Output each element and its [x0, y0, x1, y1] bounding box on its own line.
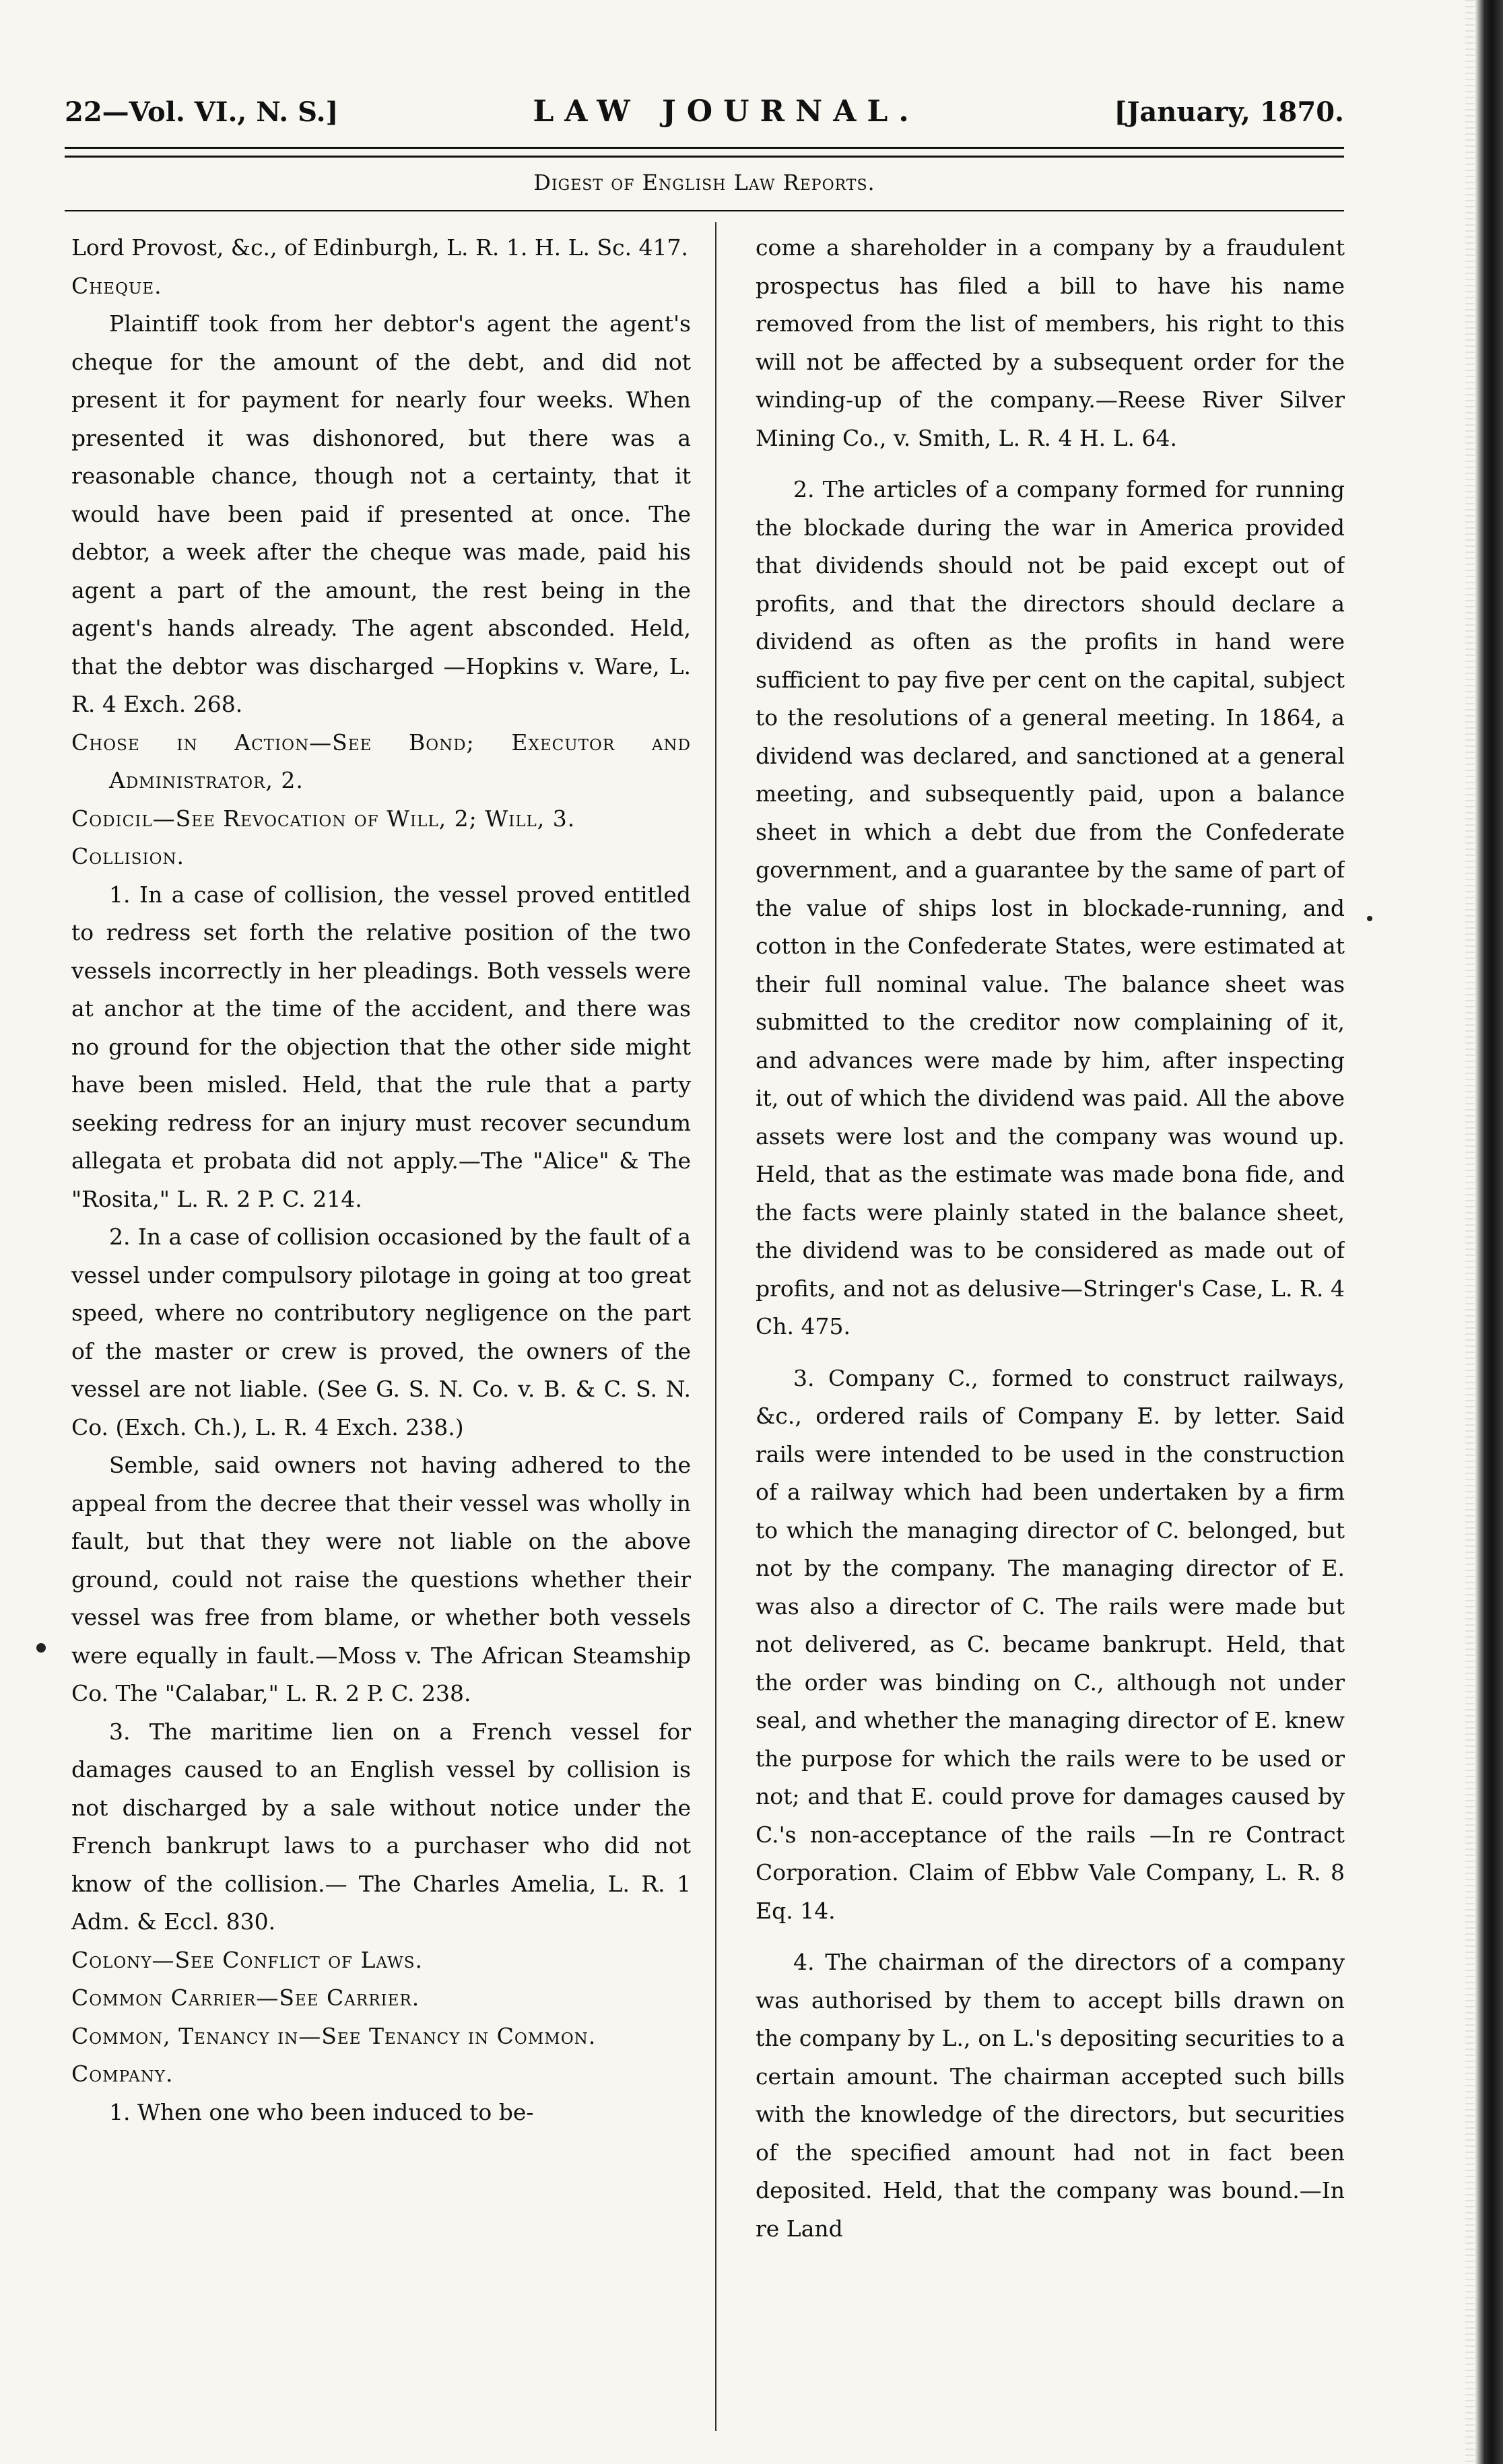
header-double-rule	[65, 147, 1344, 158]
paragraph: come a shareholder in a company by a fraudulent prospectus has filed a bill to have his name removed from the list of members, his right to this will not be affected by a subsequent order for the winding-up of the company.—Reese River Silver Mining Co., v. Smith, L. R. 4 H. L. 64.	[756, 234, 1345, 451]
digest-heading: Collision.	[71, 843, 185, 869]
paragraph: 4. The chairman of the directors of a company was authorised by them to accept bills drawn on the company by L., on L.'s depositing securities to a certain amount. The chairman accepted such bills with the knowledge of the directors, but securities of the specified amount had not in fact been deposited. Held, that the company was bound.—In re Land	[756, 1949, 1345, 2242]
journal-title: LAW JOURNAL.	[533, 94, 920, 129]
ink-spot	[1367, 916, 1372, 921]
paragraph: Plaintiff took from her debtor's agent the agent's cheque for the amount of the debt, and did not present it for payment for nearly four weeks. When presented it was dishonored, but there was a reasonable chance, though not a certainty, that it would have been paid if presented at once. The debtor, a week after the cheque was made, paid his agent a part of the amount, the rest being in the agent's hands already. The agent absconded. Held, that the debtor was discharged —Hopkins v. Ware, L. R. 4 Exch. 268.	[71, 310, 691, 717]
running-header	[65, 94, 1344, 141]
paragraph: 1. In a case of collision, the vessel proved entitled to redress set forth the relative position of the two vessels incorrectly in her pleadings. Both vessels were at anchor at the time of the accident, and there was no ground for the objection that the other side might have been misled. Held, that the rule that a party seeking redress for an injury must recover secundum allegata et probata did not apply.—The "Alice" & The "Rosita," L. R. 2 P. C. 214.	[71, 881, 691, 1212]
digest-heading: Codicil—See Revocation of Will, 2; Will, 3.	[71, 805, 576, 832]
digest-heading: Colony—See Conflict of Laws.	[71, 1946, 423, 1973]
ink-spot	[36, 1643, 46, 1653]
paragraph: 1. When one who been induced to be-	[109, 2098, 534, 2125]
digest-heading: Common Carrier—See Carrier.	[71, 1985, 420, 2011]
page-edge-lines	[1465, 0, 1475, 2464]
left-column	[71, 229, 691, 2424]
volume-label: 22—Vol. VI., N. S.]	[65, 96, 339, 128]
column-divider	[715, 222, 716, 2431]
paragraph: Semble, said owners not having adhered to the appeal from the decree that their vessel was wholly in fault, but that they were not liable on the above ground, could not raise the questions whether their vessel was free from blame, or whether both vessels were equally in fault.—Moss v. The African Steamship Co. The "Calabar," L. R. 2 P. C. 238.	[71, 1452, 691, 1706]
digest-heading: Common, Tenancy in—See Tenancy in Common.	[71, 2022, 597, 2049]
digest-heading: Company.	[71, 2061, 174, 2087]
issue-date: [January, 1870.	[1114, 96, 1344, 128]
paragraph: 2. In a case of collision occasioned by the fault of a vessel under compulsory pilotage in going at too great speed, where no contributory negligence on the part of the master or crew is proved, the owners of the vessel are not liable. (See G. S. N. Co. v. B. & C. S. N. Co. (Exch. Ch.), L. R. 4 Exch. 238.)	[71, 1224, 691, 1440]
paragraph: 3. The maritime lien on a French vessel for damages caused to an English vessel by collision is not discharged by a sale without notice under the French bankrupt laws to a purchaser who did not know of the collision.— The Charles Amelia, L. R. 1 Adm. & Eccl. 830.	[71, 1718, 691, 1935]
digest-heading: Cheque.	[71, 272, 162, 299]
paragraph: 3. Company C., formed to construct railways, &c., ordered rails of Company E. by letter. Said rails were intended to be used in the construction of a railway which had been undertaken by a firm to which the managing director of C. belonged, but not by the company. The managing director of E. was also a director of C. The rails were made but not delivered, as C. became bankrupt. Held, that the order was binding on C., although not under seal, and whether the managing director of E. knew the purpose for which the rails were to be used or not; and that E. could prove for damages caused by C.'s non-acceptance of the rails —In re Contract Corporation. Claim of Ebbw Vale Company, L. R. 8 Eq. 14.	[756, 1364, 1345, 1924]
digest-heading: Chose in Action—See Bond; Executor and Administrator, 2.	[71, 729, 691, 793]
section-title: Digest of English Law Reports.	[533, 170, 875, 195]
page-binding-edge	[1475, 0, 1503, 2464]
section-rule	[65, 210, 1344, 211]
right-column	[756, 229, 1345, 2424]
paragraph: Lord Provost, &c., of Edinburgh, L. R. 1. H. L. Sc. 417.	[71, 234, 689, 261]
paragraph: 2. The articles of a company formed for running the blockade during the war in America provided that dividends should not be paid except out of profits, and that the directors should declare a dividend as often as the profits in hand were sufficient to pay five per cent on the capital, subject to the resolutions of a general meeting. In 1864, a dividend was declared, and sanctioned at a general meeting, and subsequently paid, upon a balance sheet in which a debt due from the Confederate government, and a guarantee by the same of part of the value of ships lost in blockade-running, and cotton in the Confederate States, were estimated at their full nominal value. The balance sheet was submitted to the creditor now complaining of it, and advances were made by him, after inspecting it, out of which the dividend was paid. All the above assets were lost and the company was wound up. Held, that as the estimate was made bona fide, and the facts were plainly stated in the balance sheet, the dividend was to be considered as made out of profits, and not as delusive—Stringer's Case, L. R. 4 Ch. 475.	[756, 476, 1345, 1339]
